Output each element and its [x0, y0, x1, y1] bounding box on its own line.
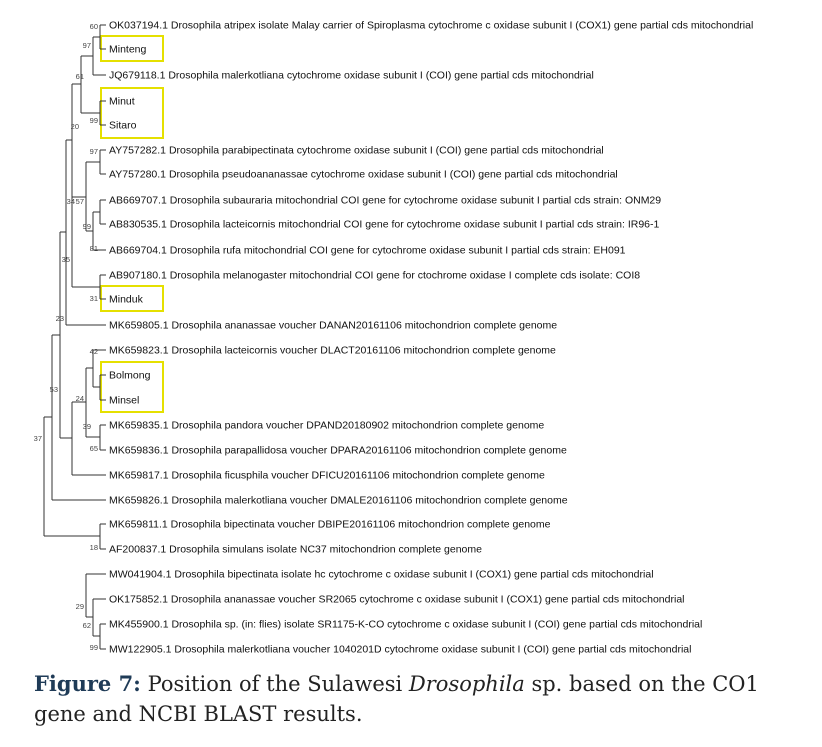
leaf-label-highlighted: Minteng: [109, 43, 147, 56]
bootstrap-value: 42: [89, 347, 98, 356]
leaf-label: JQ679118.1 Drosophila malerkotliana cytochrome oxidase subunit I (COI) gene partial cds mitochondrial: [109, 69, 594, 82]
leaf-label: MW122905.1 Drosophila malerkotliana voucher 1040201D cytochrome oxidase subunit I (COI) gene partial cds mitochondrial: [109, 643, 692, 656]
figure-caption: [34, 669, 804, 729]
leaf-label: AY757280.1 Drosophila pseudoananassae cytochrome oxidase subunit I (COI) gene partial cds mitochondrial: [109, 168, 618, 181]
leaf-label: MK455900.1 Drosophila sp. (in: flies) isolate SR1175-K-CO cytochrome c oxidase subunit I (COI) gene partial cds mitochondrial: [109, 618, 703, 631]
bootstrap-value: 99: [89, 116, 98, 125]
bootstrap-value: 34: [66, 197, 75, 206]
leaf-labels: [109, 20, 753, 656]
bootstrap-value: 39: [82, 422, 91, 431]
caption-text: Position of the Sulawesi: [140, 672, 409, 696]
leaf-label-highlighted: Minduk: [109, 293, 143, 306]
caption-italic: Drosophila: [408, 672, 525, 696]
bootstrap-value: 97: [82, 41, 91, 50]
leaf-label-highlighted: Minsel: [109, 394, 140, 407]
leaf-label: OK175852.1 Drosophila ananassae voucher SR2065 cytochrome c oxidase subunit I (COX1) gene partial cds mitochondrial: [109, 593, 685, 606]
bootstrap-value: 81: [89, 244, 98, 253]
bootstrap-value: 29: [75, 602, 84, 611]
bootstrap-values: [34, 22, 98, 652]
bootstrap-value: 99: [82, 222, 91, 231]
bootstrap-value: 97: [89, 147, 98, 156]
leaf-label: AB830535.1 Drosophila lacteicornis mitochondrial COI gene for cytochrome oxidase subunit I partial cds strain: IR96-1: [109, 218, 660, 231]
bootstrap-value: 23: [55, 314, 64, 323]
leaf-label: AB669704.1 Drosophila rufa mitochondrial COI gene for cytochrome oxidase subunit I partial cds strain: EH091: [109, 244, 626, 257]
bootstrap-value: 18: [89, 543, 98, 552]
bootstrap-value: 37: [33, 434, 42, 443]
bootstrap-value: 57: [75, 197, 84, 206]
leaf-label: MK659826.1 Drosophila malerkotliana voucher DMALE20161106 mitochondrion complete genome: [109, 494, 568, 507]
bootstrap-value: 60: [89, 22, 98, 31]
bootstrap-value: 24: [75, 394, 84, 403]
figure-label: Figure 7:: [34, 671, 141, 696]
bootstrap-value: 61: [75, 72, 84, 81]
leaf-label: MK659811.1 Drosophila bipectinata voucher DBIPE20161106 mitochondrion complete genome: [109, 518, 551, 531]
leaf-label-highlighted: Sitaro: [109, 119, 137, 132]
bootstrap-value: 62: [82, 621, 91, 630]
bootstrap-value: 20: [70, 122, 79, 131]
bootstrap-value: 53: [49, 385, 58, 394]
leaf-label: AB669707.1 Drosophila subauraria mitochondrial COI gene for cytochrome oxidase subunit I partial cds strain: ONM29: [109, 194, 662, 207]
leaf-label: MK659823.1 Drosophila lacteicornis voucher DLACT20161106 mitochondrion complete genome: [109, 344, 556, 357]
leaf-label: MW041904.1 Drosophila bipectinata isolate hc cytochrome c oxidase subunit I (COX1) gene partial cds mitochondrial: [109, 568, 654, 581]
leaf-label-highlighted: Minut: [109, 95, 135, 108]
leaf-label: AB907180.1 Drosophila melanogaster mitochondrial COI gene for ctochrome oxidase I complete cds isolate: COI8: [109, 269, 641, 282]
bootstrap-value: 31: [89, 294, 98, 303]
leaf-label: OK037194.1 Drosophila atripex isolate Malay carrier of Spiroplasma cytochrome c oxidase subunit I (COX1) gene partial cds mitochondrial: [109, 19, 754, 32]
leaf-label: MK659817.1 Drosophila ficusphila voucher DFICU20161106 mitochondrion complete genome: [109, 469, 545, 482]
leaf-label: MK659835.1 Drosophila pandora voucher DPAND20180902 mitochondrion complete genome: [109, 419, 545, 432]
bootstrap-value: 99: [89, 643, 98, 652]
bootstrap-value: 65: [89, 444, 98, 453]
leaf-label: AY757282.1 Drosophila parabipectinata cytochrome oxidase subunit I (COI) gene partial cds mitochondrial: [109, 144, 604, 157]
caption-text-end: sp. based on the CO1 gene and NCBI BLAST results.: [34, 672, 759, 726]
leaf-label: MK659805.1 Drosophila ananassae voucher DANAN20161106 mitochondrion complete genome: [109, 319, 558, 332]
bootstrap-value: 35: [61, 255, 70, 264]
leaf-label-highlighted: Bolmong: [109, 369, 151, 382]
leaf-label: AF200837.1 Drosophila simulans isolate NC37 mitochondrion complete genome: [109, 543, 482, 556]
leaf-label: MK659836.1 Drosophila parapallidosa voucher DPARA20161106 mitochondrion complete genome: [109, 444, 567, 457]
